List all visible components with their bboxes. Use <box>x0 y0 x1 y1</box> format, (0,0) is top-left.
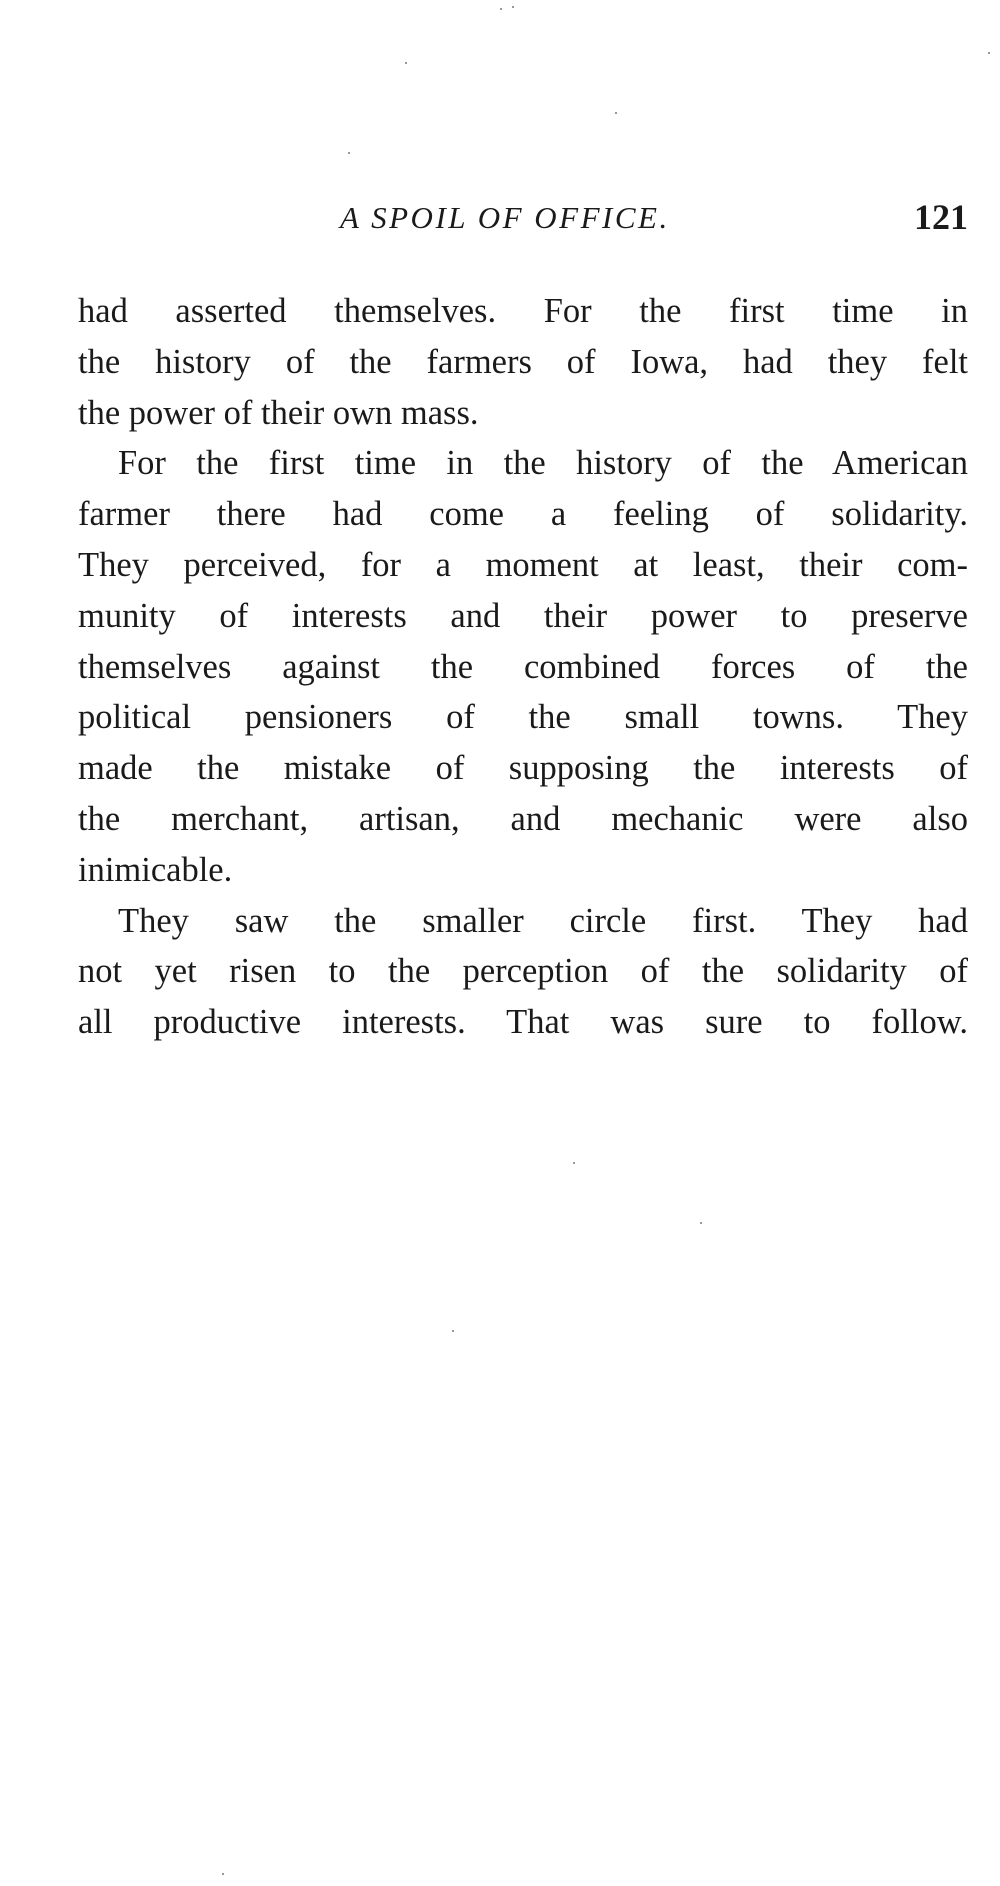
body-text <box>78 286 968 1048</box>
text-line: farmer there had come a feeling of solidarity. <box>78 495 968 534</box>
scan-speck <box>700 1222 702 1224</box>
page-number: 121 <box>914 197 968 237</box>
text-line: political pensioners of the small towns. They <box>78 698 968 737</box>
running-title: A SPOIL OF OFFICE. <box>340 200 670 235</box>
paragraph-1 <box>78 286 968 438</box>
scan-speck <box>988 52 990 54</box>
scan-speck <box>348 152 350 154</box>
scan-speck <box>222 1873 224 1875</box>
text-line: the power of their own mass. <box>78 393 479 432</box>
running-head <box>78 196 968 246</box>
text-line: inimicable. <box>78 850 233 889</box>
text-line: all productive interests. That was sure to follow. <box>78 1003 968 1042</box>
scan-speck <box>512 6 514 8</box>
text-line: They saw the smaller circle first. They had <box>118 901 968 940</box>
scan-speck <box>615 112 617 114</box>
scan-speck <box>405 62 407 64</box>
text-line: For the first time in the history of the American <box>118 444 968 483</box>
scan-speck <box>573 1162 575 1164</box>
text-line: not yet risen to the perception of the solidarity of <box>78 952 968 991</box>
text-line: had asserted themselves. For the first time in <box>78 292 968 330</box>
text-line: themselves against the combined forces of the <box>78 647 968 686</box>
text-line: the history of the farmers of Iowa, had they felt <box>78 342 968 381</box>
text-line: the merchant, artisan, and mechanic were also <box>78 799 968 838</box>
text-line: made the mistake of supposing the interests of <box>78 749 968 788</box>
paragraph-3 <box>78 896 968 1048</box>
scan-speck <box>452 1330 454 1332</box>
paragraph-2 <box>78 438 968 895</box>
text-line: They perceived, for a moment at least, their com- <box>78 545 968 584</box>
scan-speck <box>500 8 502 10</box>
text-line: munity of interests and their power to preserve <box>78 596 968 635</box>
